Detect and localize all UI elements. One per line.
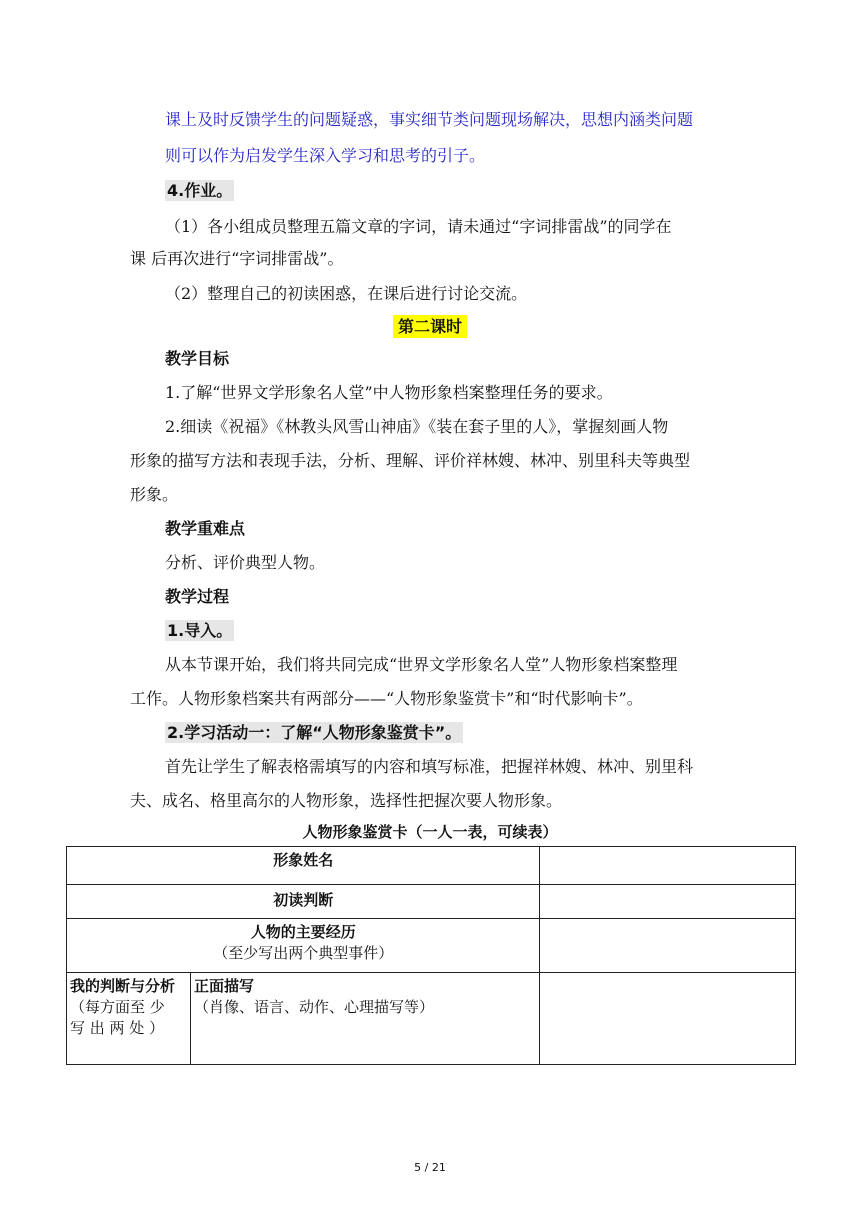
activity-1-line2: 夫、成名、格里高尔的人物形象，选择性把握次要人物形象。 xyxy=(130,791,563,810)
experience-sub-label: （至少写出两个典型事件） xyxy=(213,944,394,962)
experience-main-label: 人物的主要经历 xyxy=(250,923,356,941)
cell-first-judge-input[interactable] xyxy=(540,885,796,919)
page-number: 5 / 21 xyxy=(414,1161,446,1174)
heading-key-points: 教学重难点 xyxy=(165,519,246,538)
activity-1-line1: 首先让学生了解表格需填写的内容和填写标准，把握祥林嫂、林冲、别里科 xyxy=(165,757,694,776)
cell-first-judge-label: 初读判断 xyxy=(67,885,540,919)
intro-line1: 从本节课开始，我们将共同完成“世界文学形象名人堂”人物形象档案整理 xyxy=(165,655,678,674)
heading-process: 教学过程 xyxy=(165,587,230,606)
table-row-name xyxy=(67,847,796,885)
homework-item-1-line2: 课 后再次进行“字词排雷战”。 xyxy=(130,249,344,268)
heading-activity-1: 2.学习活动一：了解“人物形象鉴赏卡”。 xyxy=(167,723,462,742)
goal-item-2-line2: 形象的描写方法和表现手法，分析、理解、评价祥林嫂、林冲、别里科夫等典型 xyxy=(130,451,691,470)
cell-character-name-label: 形象姓名 xyxy=(67,847,540,885)
heading-teaching-goal: 教学目标 xyxy=(165,349,230,368)
homework-item-2: （2）整理自己的初读困惑，在课后进行讨论交流。 xyxy=(165,284,528,303)
character-appreciation-card xyxy=(66,846,796,1065)
key-points-text: 分析、评价典型人物。 xyxy=(165,553,326,572)
goal-item-2-line3: 形象。 xyxy=(130,485,179,504)
paragraph-feedback-line1: 课上及时反馈学生的问题疑惑，事实细节类问题现场解决，思想内涵类问题 xyxy=(165,110,694,129)
paragraph-feedback-line2: 则可以作为启发学生深入学习和思考的引子。 xyxy=(165,146,486,165)
table-title: 人物形象鉴赏卡（一人一表，可续表） xyxy=(302,823,558,841)
table-row-analysis xyxy=(67,973,796,1065)
goal-item-1: 1.了解“世界文学形象名人堂”中人物形象档案整理任务的要求。 xyxy=(165,383,613,402)
heading-homework: 4.作业。 xyxy=(167,181,233,200)
table-row-judge xyxy=(67,885,796,919)
intro-line2: 工作。人物形象档案共有两部分——“人物形象鉴赏卡”和“时代影响卡”。 xyxy=(130,689,643,708)
front-description-sub-label: （肖像、语言、动作、心理描写等） xyxy=(193,998,434,1016)
heading-intro: 1.导入。 xyxy=(167,621,233,640)
cell-front-description xyxy=(190,973,539,1065)
cell-experience-input[interactable] xyxy=(540,919,796,973)
cell-character-name-input[interactable] xyxy=(540,847,796,885)
analysis-sub-label-2: 写 出 两 处 ） xyxy=(70,1019,165,1037)
cell-experience-label xyxy=(67,919,540,973)
table-row-experience xyxy=(67,919,796,973)
cell-analysis-label xyxy=(67,973,191,1065)
front-description-label: 正面描写 xyxy=(193,977,254,995)
cell-front-description-input[interactable] xyxy=(540,973,796,1065)
goal-item-2-line1: 2.细读《祝福》《林教头风雪山神庙》《装在套子里的人》，掌握刻画人物 xyxy=(165,417,669,436)
analysis-main-label: 我的判断与分析 xyxy=(70,977,176,995)
homework-item-1-line1: （1）各小组成员整理五篇文章的字词，请未通过“字词排雷战”的同学在 xyxy=(165,217,672,236)
analysis-sub-label-1: （每方面至 少 xyxy=(70,998,165,1016)
lesson-title: 第二课时 xyxy=(0,316,860,338)
